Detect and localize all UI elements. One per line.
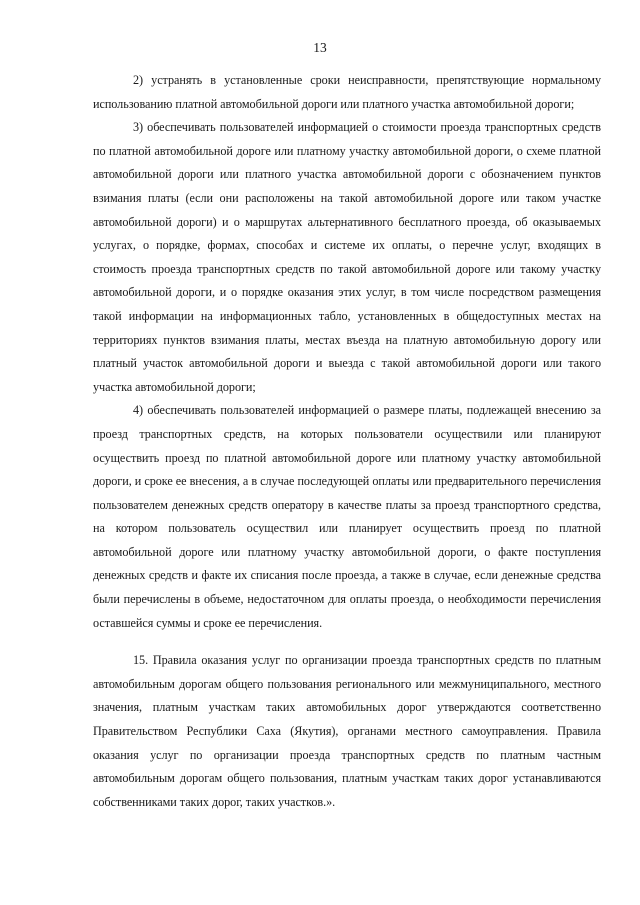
paragraph-clause-15: 15. Правила оказания услуг по организации проезда транспортных средств по платным автомобильным дорогам общего пользования регионального или межмуниципального, местного значения, платным участкам таких автомобильных дорог утверждаются соответственно Правительством Республики Саха (Якутия), органами местного самоуправления. Правила оказания услуг по организации проезда транспортных средств по платным частным автомобильным дорогам общего пользования, платным участкам таких дорог устанавливаются собственниками таких дорог, таких участков.».	[93, 653, 601, 809]
paragraph-item-2: 2) устранять в установленные сроки неисправности, препятствующие нормальному использованию платной автомобильной дороги или платного участка автомобильной дороги;	[93, 73, 601, 111]
paragraph-item-3: 3) обеспечивать пользователей информацией о стоимости проезда транспортных средств по платной автомобильной дороге или платному участку автомобильной дороги, о схеме платной автомобильной дороги или платного участка автомобильной дороги с обозначением пунктов взимания платы (если они расположены на такой автомобильной дороге или таком участке автомобильной дороги) и о маршрутах альтернативного бесплатного проезда, об оказываемых услугах, о порядке, формах, способах и системе их оплаты, о перечне услуг, входящих в стоимость проезда транспортных средств по такой автомобильной дороге или такому участку автомобильной дороги, и о порядке оказания этих услуг, в том числе посредством размещения такой информации на информационных табло, установленных в общедоступных местах на территориях пунктов взимания платы, местах въезда на платную автомобильную дорогу или платный участок автомобильной дороги и выезда с такой автомобильной дороги или такого участка автомобильной дороги;	[93, 120, 601, 394]
paragraph-item-4: 4) обеспечивать пользователей информацией о размере платы, подлежащей внесению за проезд транспортных средств, на которых пользователи осуществили или планируют осуществить проезд по платной автомобильной дороге или платному участку автомобильной дороги, и сроке ее внесения, а в случае последующей оплаты или предварительного перечисления пользователем денежных средств оператору в качестве платы за проезд транспортного средства, на котором пользователь осуществил или планирует осуществить проезд по платной автомобильной дороге или платному участку автомобильной дороги, о факте поступления денежных средств и факте их списания после проезда, а также в случае, если денежные средства были перечислены в объеме, недостаточном для оплаты проезда, о необходимости перечисления оставшейся суммы и сроке ее перечисления.	[93, 403, 601, 630]
document-body	[93, 69, 601, 814]
page-number: 13	[313, 40, 327, 55]
